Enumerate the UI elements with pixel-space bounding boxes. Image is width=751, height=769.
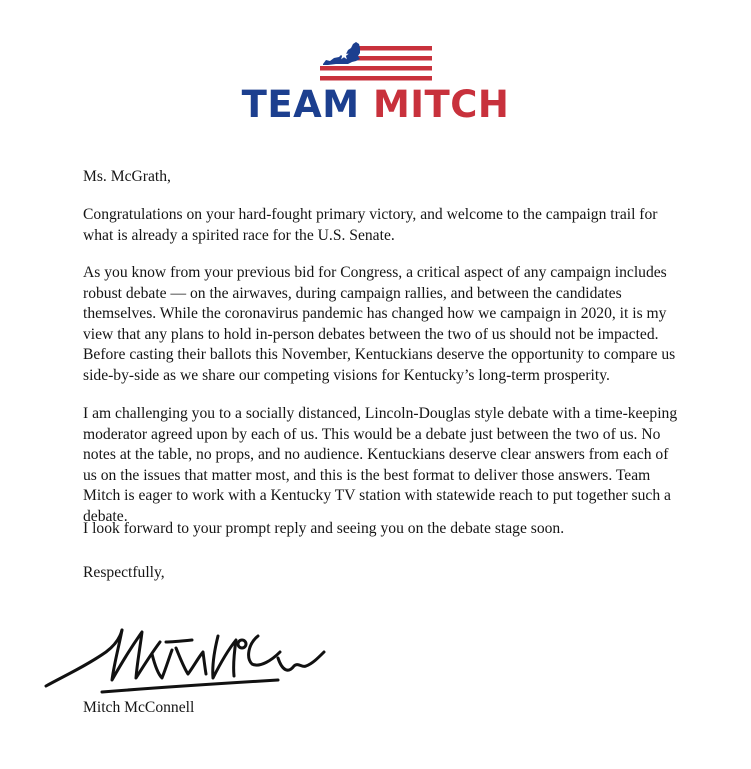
paragraph-congratulations: Congratulations on your hard-fought primary victory, and welcome to the campaign trail for what is already a spirited race for the U.S. Senate. (83, 206, 658, 244)
paragraph-debate-importance: As you know from your previous bid for Congress, a critical aspect of any campaign includes robust debate — on the airwaves, during campaign rallies, and between the candidates themselves. While the coronavirus pandemic has changed how we campaign in 2020, it is my view that any plans to hold in-person debates between the two of us should not be impacted. Before casting their ballots this November, Kentuckians deserve the opportunity to compare us side-by-side as we share our competing visions for Kentucky’s long-term prosperity. (83, 264, 676, 384)
handwritten-signature-icon (42, 618, 332, 700)
paragraph-reply-request: I look forward to your prompt reply and seeing you on the debate stage soon. (83, 520, 565, 537)
salutation: Ms. McGrath, (83, 168, 171, 185)
closing: Respectfully, (83, 564, 165, 581)
team-mitch-logo (0, 82, 751, 128)
kentucky-flag-logo-icon (320, 42, 432, 82)
logo-mitch-word: MITCH (372, 83, 510, 126)
signatory-name: Mitch McConnell (83, 699, 195, 716)
paragraph-debate-challenge: I am challenging you to a socially distanced, Lincoln-Douglas style debate with a time-keeping moderator agreed upon by each of us. This would be a debate just between the two of us. No notes at the table, no props, and no audience. Kentuckians deserve clear answers from each of us on the issues that matter most, and this is the best format to deliver those answers. Team Mitch is eager to work with a Kentucky TV station with statewide reach to put together such a debate. (83, 405, 678, 525)
logo-team-word: TEAM (241, 83, 360, 126)
